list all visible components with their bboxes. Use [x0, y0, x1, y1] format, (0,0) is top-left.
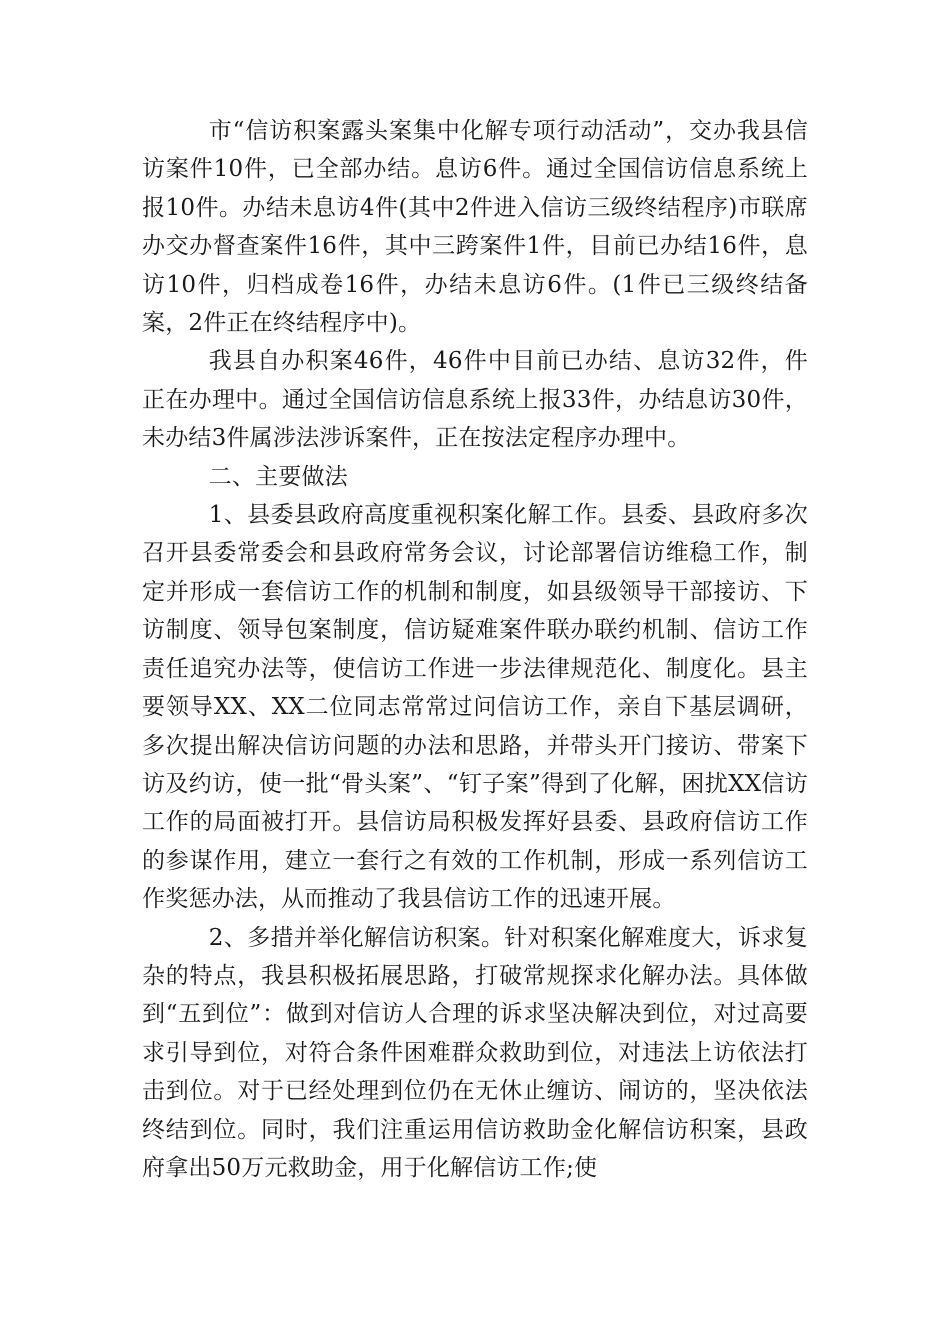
paragraph-leadership-attention: 1、县委县政府高度重视积案化解工作。县委、县政府多次召开县委常委会和县政府常务会议，讨论部署信访维稳工作，制定并形成一套信访工作的机制和制度，如县级领导干部接访、下访制度、领导包案制度，信访疑难案件联办联约机制、信访工作责任追究办法等，使信访工作进一步法律规范化、制度化。县主要领导XX、XX二位同志常常过问信访工作，亲自下基层调研，多次提出解决信访问题的办法和思路，并带头开门接访、带案下访及约访，使一批“骨头案”、“钉子案”得到了化解，困扰XX信访工作的局面被打开。县信访局积极发挥好县委、县政府信访工作的参谋作用，建立一套行之有效的工作机制，形成一系列信访工作奖惩办法，从而推动了我县信访工作的迅速开展。 [142, 502, 808, 913]
paragraph-self-handled-cases: 我县自办积案46件，46件中目前已办结、息访32件，件正在办理中。通过全国信访信息系统上报33件，办结息访30件，未办结3件属涉法涉诉案件，正在按法定程序办理中。 [142, 348, 808, 452]
paragraph-multiple-measures: 2、多措并举化解信访积案。针对积案化解难度大，诉求复杂的特点，我县积极拓展思路，打破常规探求化解办法。具体做到“五到位”：做到对信访人合理的诉求坚决解决到位，对过高要求引导到位，对符合条件困难群众救助到位，对违法上访依法打击到位。对于已经处理到位仍在无休止缠访、闹访的，坚决依法终结到位。同时，我们注重运用信访救助金化解信访积案，县政府拿出50万元救助金，用于化解信访工作;使 [142, 924, 808, 1181]
section-heading-main-practices: 二、主要做法 [208, 463, 348, 490]
paragraph-cases-assigned: 市“信访积案露头案集中化解专项行动活动”，交办我县信访案件10件，已全部办结。息访6件。通过全国信访信息系统上报10件。办结未息访4件(其中2件进入信访三级终结程序)市联席办交办督查案件16件，其中三跨案件1件，目前已办结16件，息访10件，归档成卷16件，办结未息访6件。(1件已三级终结备案，2件正在终结程序中)。 [142, 118, 808, 337]
document-body [142, 112, 808, 1187]
